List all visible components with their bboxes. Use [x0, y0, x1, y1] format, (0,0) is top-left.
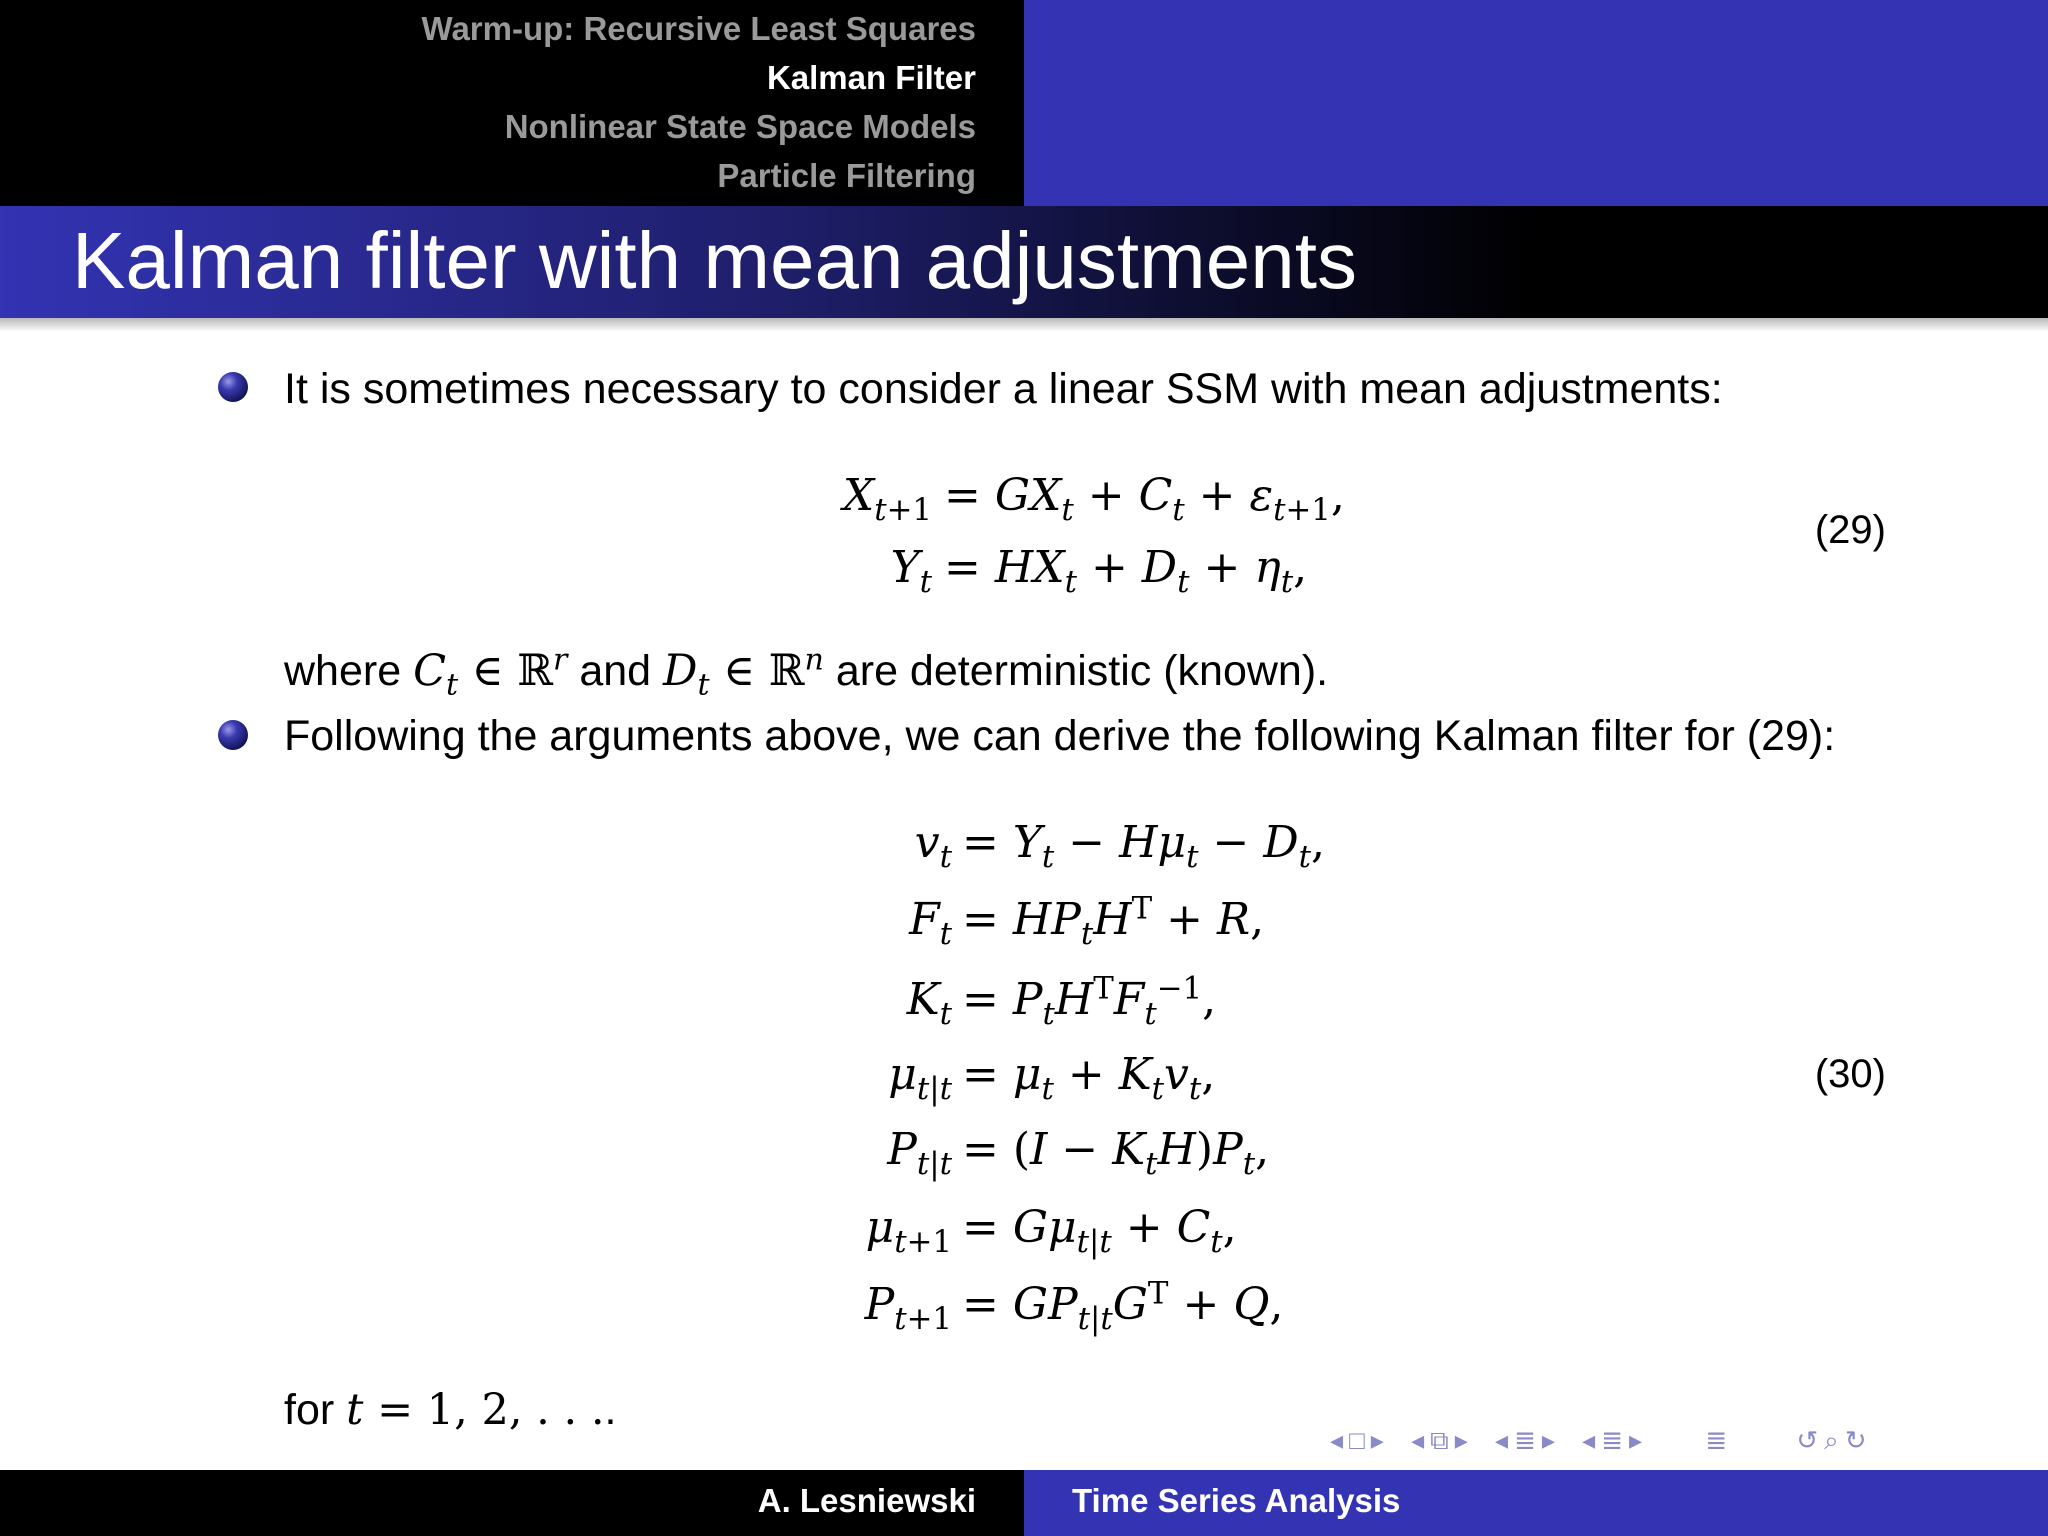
nav-next-subsection-icon[interactable]: ▸	[1454, 1425, 1468, 1455]
bullet-icon	[218, 720, 248, 750]
equation-number-30: (30)	[1814, 1052, 1886, 1096]
nav-prev-subsection-icon[interactable]: ◂	[1411, 1425, 1425, 1455]
search-back-icon[interactable]: ↺	[1796, 1425, 1819, 1455]
header-accent-panel	[1024, 0, 2048, 206]
nav-next-section-icon[interactable]: ▸	[1541, 1425, 1555, 1455]
nav-prev-section-icon[interactable]: ◂	[1495, 1425, 1509, 1455]
nav-item-particle-filtering[interactable]: Particle Filtering	[717, 157, 976, 194]
nav-prev-part-icon[interactable]: ◂	[1582, 1425, 1596, 1455]
part-icon[interactable]: ≣	[1601, 1425, 1624, 1455]
nav-item-kalman-filter[interactable]: Kalman Filter	[766, 59, 976, 96]
footer-course-title: Time Series Analysis	[1072, 1482, 1401, 1519]
search-forward-icon[interactable]: ↻	[1844, 1425, 1867, 1455]
nav-next-frame-icon[interactable]: ▸	[1370, 1425, 1384, 1455]
slide-title: Kalman filter with mean adjustments	[72, 216, 1357, 305]
equation-number-29: (29)	[1814, 508, 1886, 552]
document-icon[interactable]: ≣	[1705, 1425, 1728, 1455]
title-shadow	[0, 318, 2048, 332]
footer-author: A. Lesniewski	[757, 1482, 976, 1519]
nav-item-nonlinear-ssm[interactable]: Nonlinear State Space Models	[504, 108, 976, 145]
for-line: for t = 1, 2, . . ..	[284, 1385, 617, 1435]
bullet-icon	[218, 372, 248, 402]
nav-next-part-icon[interactable]: ▸	[1629, 1425, 1643, 1455]
bullet-text-2: Following the arguments above, we can derive the following Kalman filter for (29):	[284, 712, 1836, 760]
subsection-icon[interactable]: ⧉	[1430, 1425, 1449, 1455]
beamer-nav-symbols	[1330, 1420, 1873, 1460]
bullet-text-1: It is sometimes necessary to consider a linear SSM with mean adjustments:	[284, 365, 1723, 413]
section-icon[interactable]: ≣	[1514, 1425, 1536, 1455]
where-line: where $C_t$ ∈ ℝ$^r$ and $D_t$ ∈ ℝ$^n$ are deterministic (known).	[284, 642, 1329, 703]
frame-icon[interactable]: □	[1349, 1425, 1365, 1455]
nav-item-recursive-least-squares[interactable]: Warm-up: Recursive Least Squares	[421, 10, 976, 47]
nav-prev-frame-icon[interactable]: ◂	[1330, 1425, 1344, 1455]
search-icon[interactable]: ⌕	[1824, 1425, 1839, 1455]
